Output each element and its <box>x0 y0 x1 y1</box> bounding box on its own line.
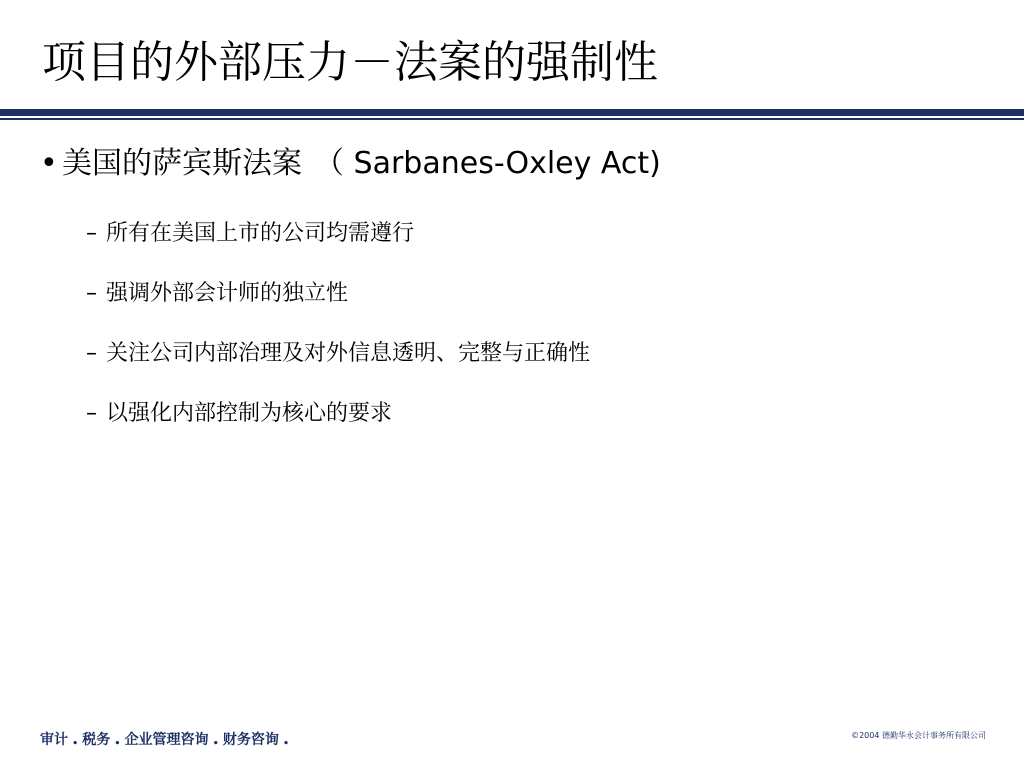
sub-bullet-text: 以强化内部控制为核心的要求 <box>106 401 393 426</box>
bullet-text-en: （ Sarbanes-Oxley Act) <box>314 146 661 181</box>
footer-service: 财务咨询 <box>222 732 279 748</box>
footer-service: 审计 <box>40 732 68 748</box>
sub-bullet <box>86 339 590 369</box>
footer-separator: . <box>282 728 290 749</box>
sub-bullet-text: 强调外部会计师的独立性 <box>106 281 349 306</box>
sub-bullet <box>86 219 414 249</box>
title-divider-thick <box>0 109 1024 116</box>
footer-service: 税务 <box>82 732 111 748</box>
sub-bullet-marker: – <box>86 281 97 306</box>
footer-separator: . <box>114 728 121 749</box>
bullet-marker: • <box>40 146 58 181</box>
sub-bullet-marker: – <box>86 401 97 426</box>
sub-bullet-marker: – <box>86 341 97 366</box>
footer-separator: . <box>212 728 219 749</box>
slide-title: 项目的外部压力－法案的强制性 <box>42 37 658 88</box>
title-divider-thin <box>0 118 1024 120</box>
sub-bullet <box>86 399 392 429</box>
sub-bullet-text: 关注公司内部治理及对外信息透明、完整与正确性 <box>106 341 591 366</box>
footer-services <box>40 728 293 749</box>
sub-bullet-text: 所有在美国上市的公司均需遵行 <box>106 221 415 246</box>
sub-bullet <box>86 279 348 309</box>
main-bullet <box>40 144 661 184</box>
bullet-text-cn: 美国的萨宾斯法案 <box>62 146 302 181</box>
footer-separator: . <box>72 728 79 749</box>
footer-copyright: ©2004 德勤华永会计事务所有限公司 <box>851 731 986 740</box>
sub-bullet-marker: – <box>86 221 97 246</box>
footer-service: 企业管理咨询 <box>124 732 209 748</box>
